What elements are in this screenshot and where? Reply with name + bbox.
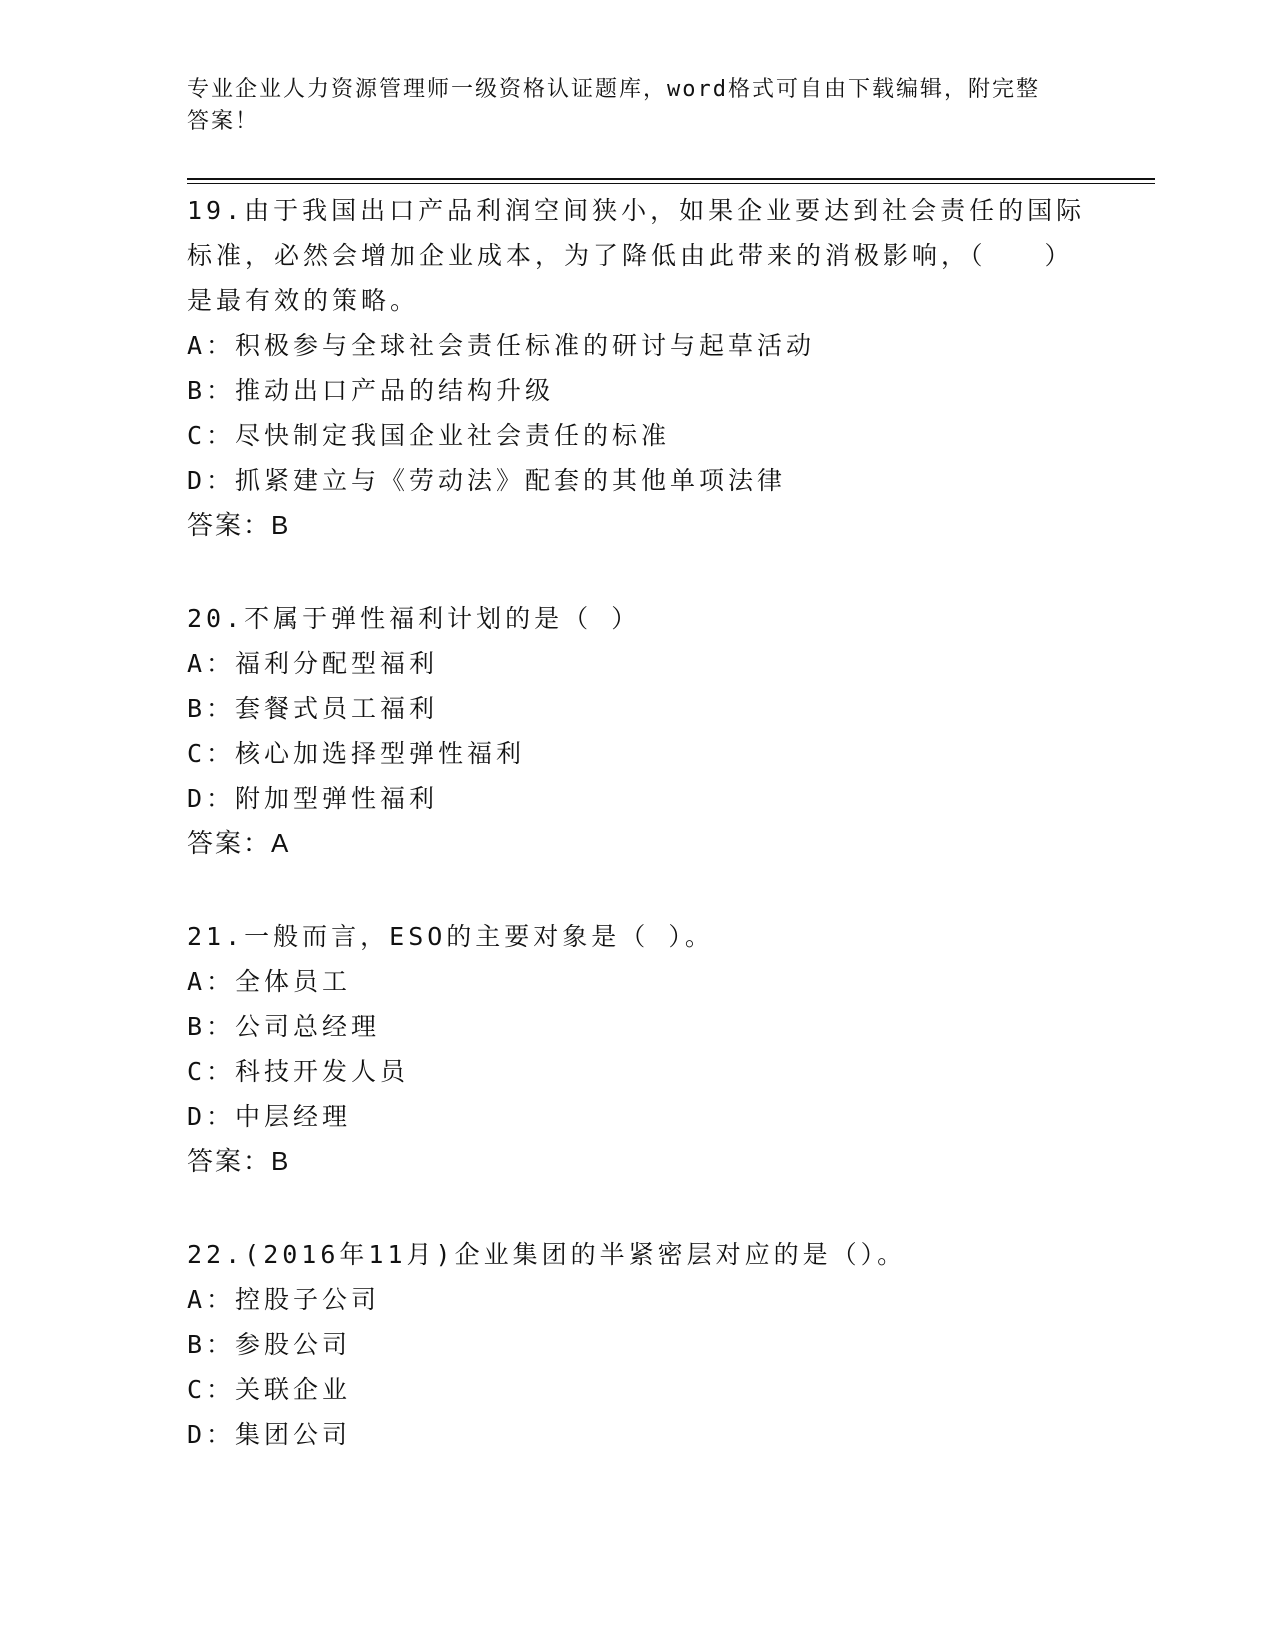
header-divider-thick: [187, 178, 1155, 180]
option-a: A：全体员工: [187, 967, 352, 996]
document-header: [187, 74, 1067, 138]
answer-line: 答案：B: [187, 510, 291, 540]
question-stem-line: 22.(2016年11月)企业集团的半紧密层对应的是（）。: [187, 1240, 907, 1269]
question-21: [187, 914, 1087, 1184]
header-line-1: 专业企业人力资源管理师一级资格认证题库，word格式可自由下载编辑，附完整: [187, 77, 1040, 102]
header-divider-thin: [187, 183, 1155, 184]
option-a: A：积极参与全球社会责任标准的研讨与起草活动: [187, 331, 816, 360]
question-22: [187, 1232, 1087, 1457]
answer-line: 答案：B: [187, 1146, 291, 1176]
option-c: C：科技开发人员: [187, 1057, 410, 1086]
option-a: A：控股子公司: [187, 1285, 381, 1314]
question-19: [187, 188, 1087, 548]
option-b: B：推动出口产品的结构升级: [187, 376, 555, 405]
question-stem-line: 21.一般而言，ESO的主要对象是（ ）。: [187, 922, 714, 951]
option-d: D：附加型弹性福利: [187, 784, 439, 813]
header-line-2: 答案！: [187, 109, 260, 134]
question-stem-line: 20.不属于弹性福利计划的是（ ）: [187, 604, 641, 633]
option-b: B：套餐式员工福利: [187, 694, 439, 723]
option-c: C：关联企业: [187, 1375, 352, 1404]
question-stem-line: 标准，必然会增加企业成本，为了降低由此带来的消极影响，（ ）: [187, 241, 1074, 270]
option-d: D：集团公司: [187, 1420, 352, 1449]
option-b: B：参股公司: [187, 1330, 352, 1359]
option-c: C：尽快制定我国企业社会责任的标准: [187, 421, 671, 450]
option-b: B：公司总经理: [187, 1012, 381, 1041]
question-stem-line: 19.由于我国出口产品利润空间狭小，如果企业要达到社会责任的国际: [187, 196, 1086, 225]
answer-line: 答案：A: [187, 828, 291, 858]
option-d: D：中层经理: [187, 1102, 352, 1131]
option-d: D：抓紧建立与《劳动法》配套的其他单项法律: [187, 466, 787, 495]
option-c: C：核心加选择型弹性福利: [187, 739, 526, 768]
question-20: [187, 596, 1087, 866]
question-stem-line: 是最有效的策略。: [187, 286, 420, 315]
option-a: A：福利分配型福利: [187, 649, 439, 678]
